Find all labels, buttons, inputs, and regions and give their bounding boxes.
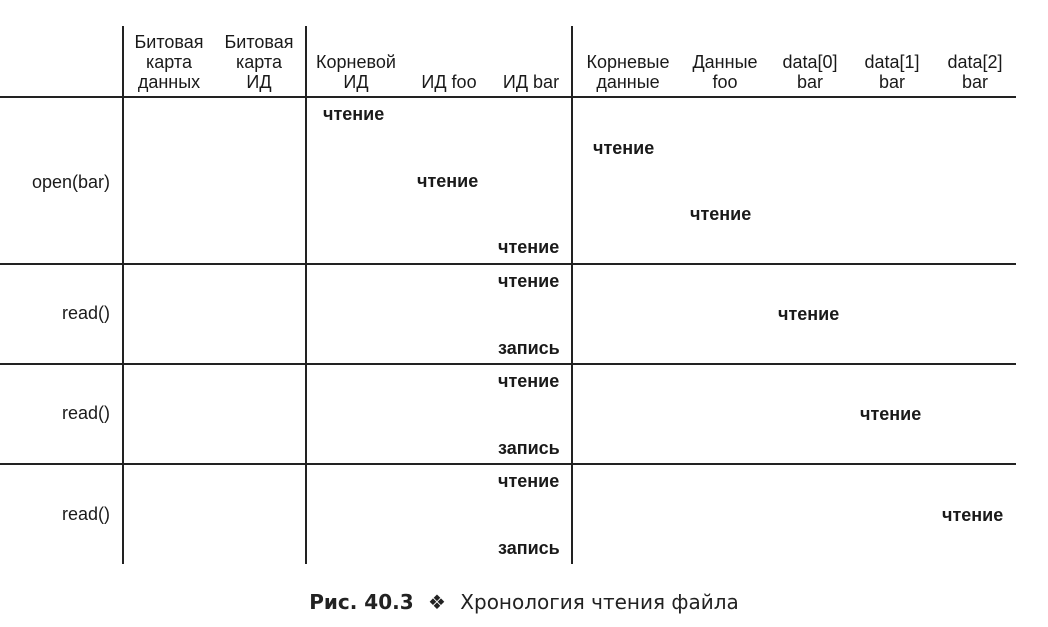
op-read: чтение	[498, 237, 560, 257]
row-divider	[0, 463, 1016, 465]
op-write: запись	[498, 538, 560, 558]
row-divider	[0, 363, 1016, 365]
caption-text: Хронология чтения файла	[460, 590, 739, 614]
col-header-foo-inode: ИД foo	[421, 72, 477, 92]
divider-after-bitmaps	[305, 26, 307, 564]
col-header-bar-data0: data[0] bar	[782, 52, 838, 92]
caption-number: Рис. 40.3	[309, 590, 414, 614]
col-header-bar-data2: data[2] bar	[947, 52, 1003, 92]
divider-after-labels	[122, 26, 124, 564]
op-read: чтение	[498, 271, 560, 291]
row-label-open: open(bar)	[31, 172, 110, 192]
op-read: чтение	[323, 104, 385, 124]
op-write: запись	[498, 438, 560, 458]
row-divider	[0, 263, 1016, 265]
op-read: чтение	[778, 304, 840, 324]
op-read: чтение	[498, 371, 560, 391]
col-header-bar-inode: ИД bar	[502, 72, 560, 92]
row-label-read: read()	[61, 303, 110, 323]
op-write: запись	[498, 338, 560, 358]
col-header-data-bitmap: Битовая карта данных	[134, 32, 204, 92]
col-header-bar-data1: data[1] bar	[864, 52, 920, 92]
col-header-root-data: Корневые данные	[586, 52, 670, 92]
op-read: чтение	[593, 138, 655, 158]
op-read: чтение	[860, 404, 922, 424]
figure-caption	[0, 590, 1048, 614]
col-header-root-inode: Корневой ИД	[316, 52, 396, 92]
op-read: чтение	[690, 204, 752, 224]
divider-after-inodes	[571, 26, 573, 564]
op-read: чтение	[417, 171, 479, 191]
row-label-read: read()	[61, 504, 110, 524]
col-header-inode-bitmap: Битовая карта ИД	[224, 32, 294, 92]
op-read: чтение	[498, 471, 560, 491]
header-divider	[0, 96, 1016, 98]
op-read: чтение	[942, 505, 1004, 525]
row-label-read: read()	[61, 403, 110, 423]
col-header-foo-data: Данные foo	[692, 52, 758, 92]
caption-separator-icon: ❖	[428, 590, 446, 614]
